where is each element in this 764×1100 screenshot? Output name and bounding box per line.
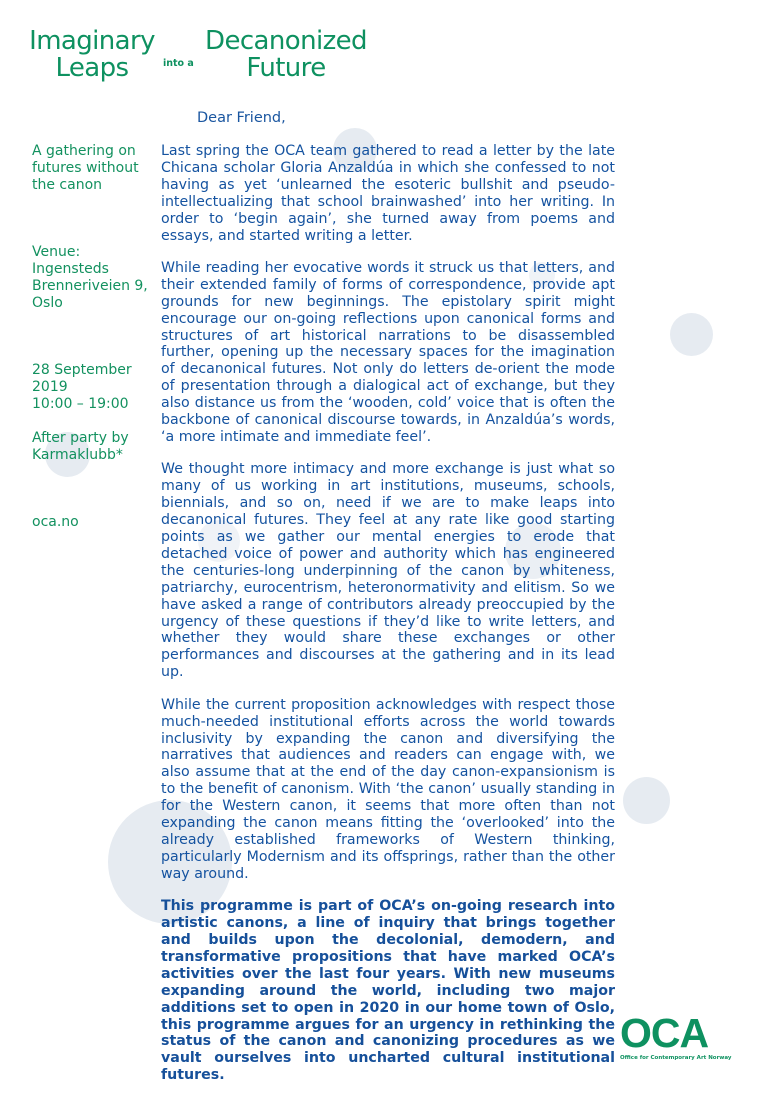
title-right (196, 28, 376, 82)
after-party: After party by Karmaklubb* (32, 430, 129, 463)
event-info-sidebar (32, 143, 158, 531)
tagline: A gathering on futures without the canon (32, 143, 139, 193)
letter-paragraph: Last spring the OCA team gathered to read a letter by the late Chicana scholar Gloria Anzaldúa in which she confessed to not having as yet ‘unlearned the esoteric bullshit and pseudo-intellectualizing that school brainwashed’ into her writing. In order to ‘begin again’, she turned away from poems and essays, and started writing a letter. (161, 143, 615, 244)
letter-paragraph: We thought more intimacy and more exchange is just what so many of us working in art institutions, museums, schools, biennials, and so on, need if we are to make leaps into decanonical futures. They feel at any rate like good starting points as we gather our mental energies to erode that detached voice of power and authority which has engineered the centuries-long underpinning of the canon by whiteness, patriarchy, eurocentrism, heteronormativity and elitism. So we have asked a range of contributors already preoccupied by the urgency of these questions if they’d like to write letters, and whether they would share these exchanges or other performances and discourses at the gathering and in its lead up. (161, 461, 615, 681)
venue-info (32, 244, 158, 312)
title-connector: into a (163, 58, 194, 69)
letter-closing-paragraph: This programme is part of OCA’s on-going research into artistic canons, a line of inquiry that brings together and builds upon the decolonial, demodern, and transformative propositions that have marked OCA’s activities over the last four years. With new museums expanding around the world, including two major additions set to open in 2020 in our home town of Oslo, this programme argues for an urgency in rethinking the status of the canon and canonizing procedures as we vault ourselves into uncharted cultural institutional futures. (161, 898, 615, 1084)
title-left-line2: Leaps (55, 53, 129, 83)
event-time: 10:00 – 19:00 (32, 396, 129, 412)
title-right-line2: Future (246, 53, 326, 83)
venue-label: Venue: (32, 244, 81, 260)
logo-subtitle: Office for Contemporary Art Norway (620, 1055, 732, 1061)
logo-mark: OCA (620, 1010, 709, 1056)
date-info (32, 362, 158, 413)
page-header (0, 26, 764, 86)
venue-name: Ingensteds (32, 261, 109, 277)
title-left (22, 28, 162, 82)
venue-address: Brenneriveien 9, (32, 278, 148, 294)
letter-body (161, 143, 615, 1100)
event-date: 28 September 2019 (32, 362, 132, 395)
website-link[interactable]: oca.no (32, 514, 79, 530)
decorative-circle (623, 777, 670, 824)
venue-city: Oslo (32, 295, 63, 311)
letter-paragraph: While the current proposition acknowledges with respect those much-needed institutional efforts across the world towards inclusivity by expanding the canon and diversifying the narratives that audiences and readers can engage with, we also assume that at the end of the day canon-expansionism is to the benefit of canonism. With ‘the canon’ usually standing in for the Western canon, it seems that more often than not expanding the canon means fitting the ‘overlooked’ into the already established frameworks of Western thinking, particularly Modernism and its offsprings, rather than the other way around. (161, 696, 615, 882)
greeting: Dear Friend, (197, 110, 286, 126)
decorative-circle (670, 313, 713, 356)
title-left-line1: Imaginary (29, 26, 155, 56)
oca-logo (620, 1010, 732, 1061)
letter-paragraph: While reading her evocative words it struck us that letters, and their extended family of forms of correspondence, provide apt grounds for new beginnings. The epistolary spirit might encourage our on-going reflections upon canonical forms and structures of art historical narrations to be disassembled further, opening up the necessary spaces for the imagination of decanonical futures. Not only do letters de-orient the mode of presentation through a dialogical act of exchange, but they also distance us from the ‘wooden, cold’ voice that is often the backbone of canonical discourse towards, in Anzaldúa’s words, ‘a more intimate and immediate feel’. (161, 259, 615, 445)
title-right-line1: Decanonized (205, 26, 367, 56)
